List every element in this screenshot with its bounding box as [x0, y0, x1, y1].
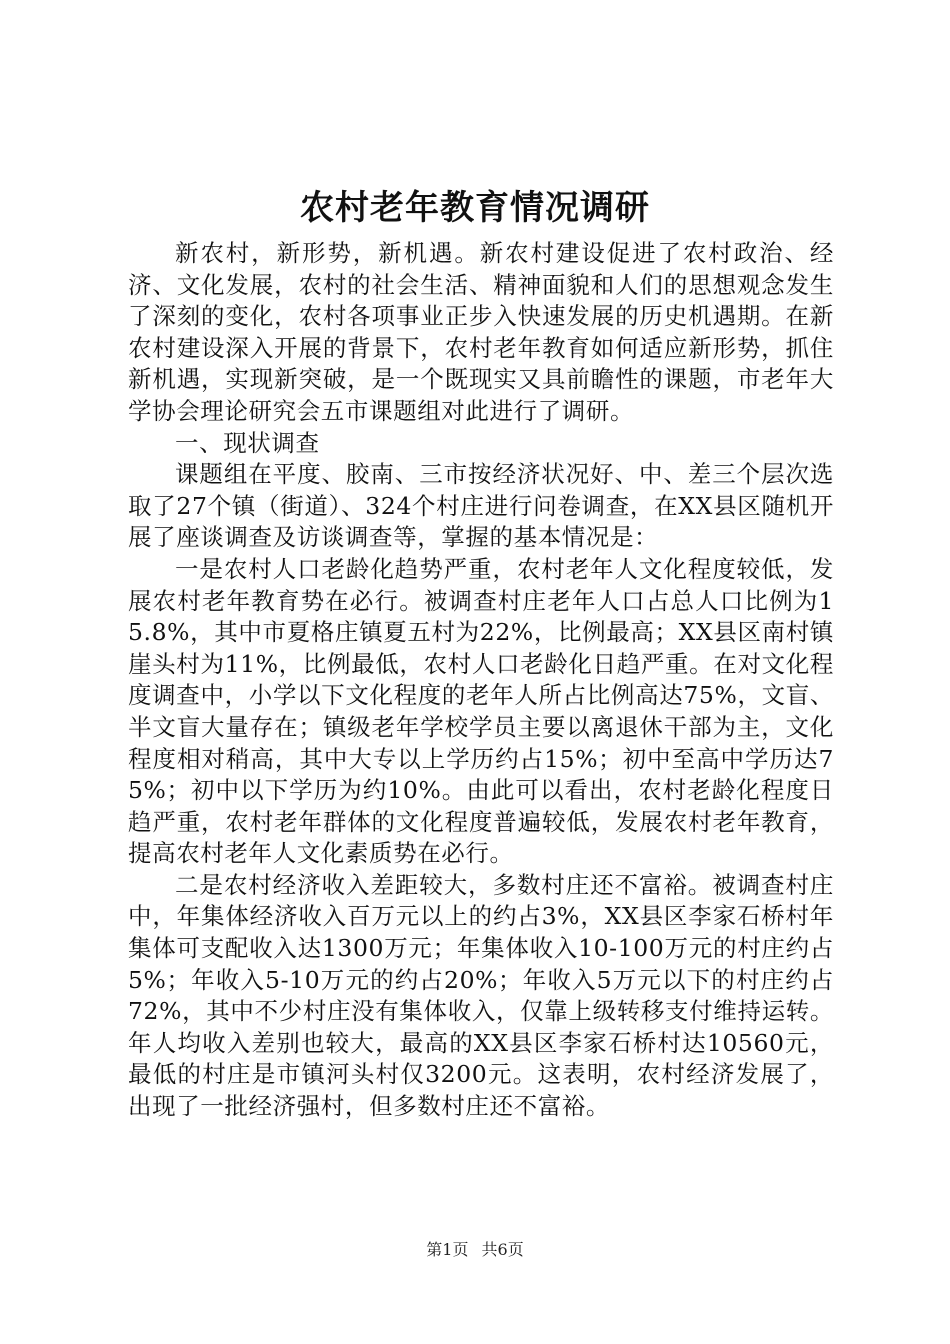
- paragraph-aging: 一是农村人口老龄化趋势严重，农村老年人文化程度较低，发展农村老年教育势在必行。被调查村庄老年人口占总人口比例为15.8%，其中市夏格庄镇夏五村为22%，比例最高；XX县区南村镇崖头村为11%，比例最低，农村人口老龄化日趋严重。在对文化程度调查中，小学以下文化程度的老年人所占比例高达75%，文盲、半文盲大量存在；镇级老年学校学员主要以离退休干部为主，文化程度相对稍高，其中大专以上学历约占15%；初中至高中学历达75%；初中以下学历为约10%。由此可以看出，农村老龄化程度日趋严重，农村老年群体的文化程度普遍较低，发展农村老年教育，提高农村老年人文化素质势在必行。: [128, 554, 834, 868]
- document-body: [128, 238, 834, 1123]
- paragraph-survey-method: 课题组在平度、胶南、三市按经济状况好、中、差三个层次选取了27个镇（街道）、324个村庄进行问卷调查，在XX县区随机开展了座谈调查及访谈调查等，掌握的基本情况是：: [128, 460, 834, 552]
- paragraph-intro: 新农村，新形势，新机遇。新农村建设促进了农村政治、经济、文化发展，农村的社会生活、精神面貌和人们的思想观念发生了深刻的变化，农村各项事业正步入快速发展的历史机遇期。在新农村建设深入开展的背景下，农村老年教育如何适应新形势，抓住新机遇，实现新突破，是一个既现实又具前瞻性的课题，市老年大学协会理论研究会五市课题组对此进行了调研。: [128, 239, 834, 425]
- paragraph-income: 二是农村经济收入差距较大，多数村庄还不富裕。被调查村庄中，年集体经济收入百万元以上的约占3%，XX县区李家石桥村年集体可支配收入达1300万元；年集体收入10-100万元的村庄约占5%；年收入5-10万元的约占20%；年收入5万元以下的村庄约占72%，其中不少村庄没有集体收入，仅靠上级转移支付维持运转。年人均收入差别也较大，最高的XX县区李家石桥村达10560元，最低的村庄是市镇河头村仅3200元。这表明，农村经济发展了，出现了一批经济强村，但多数村庄还不富裕。: [128, 870, 834, 1121]
- page-footer: [0, 1238, 950, 1262]
- page-total: 共6页: [481, 1240, 524, 1259]
- document-title: 农村老年教育情况调研: [300, 188, 650, 228]
- section-heading-status: 一、现状调查: [175, 428, 320, 457]
- page-number: 第1页: [426, 1240, 469, 1259]
